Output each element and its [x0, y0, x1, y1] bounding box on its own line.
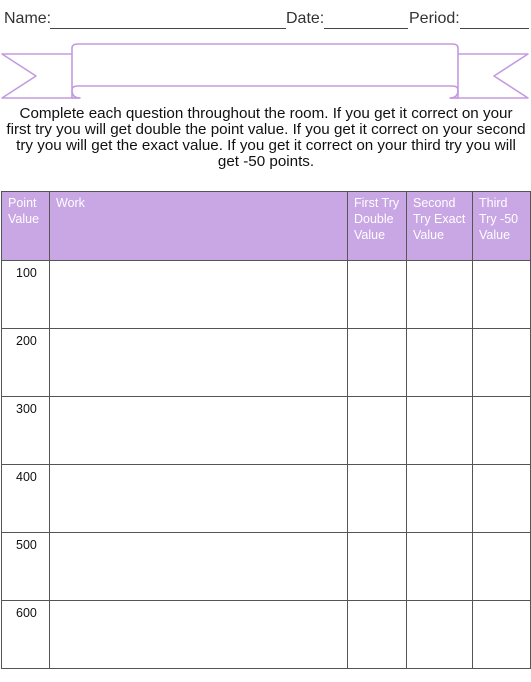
table-row	[2, 397, 531, 465]
point-value-cell: 400	[2, 465, 50, 533]
third-try-cell[interactable]	[473, 261, 531, 329]
first-try-cell[interactable]	[348, 261, 407, 329]
period-field[interactable]	[460, 28, 529, 29]
second-try-cell[interactable]	[407, 601, 473, 669]
work-cell[interactable]	[50, 465, 348, 533]
header-fields	[4, 8, 529, 30]
work-cell[interactable]	[50, 261, 348, 329]
date-label: Date:	[286, 10, 325, 27]
third-try-cell[interactable]	[473, 465, 531, 533]
table-row	[2, 601, 531, 669]
third-try-cell[interactable]	[473, 601, 531, 669]
point-value-cell: 300	[2, 397, 50, 465]
first-try-cell[interactable]	[348, 465, 407, 533]
column-header-point-value: Point Value	[2, 192, 50, 261]
score-table	[1, 191, 531, 669]
title-banner	[0, 40, 531, 106]
second-try-cell[interactable]	[407, 465, 473, 533]
column-header-second-try: Second Try Exact Value	[407, 192, 473, 261]
work-cell[interactable]	[50, 397, 348, 465]
point-value-cell: 200	[2, 329, 50, 397]
work-cell[interactable]	[50, 533, 348, 601]
work-cell[interactable]	[50, 601, 348, 669]
third-try-cell[interactable]	[473, 329, 531, 397]
table-row	[2, 261, 531, 329]
point-value-cell: 500	[2, 533, 50, 601]
name-field[interactable]	[50, 28, 286, 29]
point-value-cell: 100	[2, 261, 50, 329]
third-try-cell[interactable]	[473, 533, 531, 601]
second-try-cell[interactable]	[407, 329, 473, 397]
first-try-cell[interactable]	[348, 329, 407, 397]
column-header-first-try: First Try Double Value	[348, 192, 407, 261]
date-field[interactable]	[324, 28, 408, 29]
first-try-cell[interactable]	[348, 533, 407, 601]
column-header-work: Work	[50, 192, 348, 261]
table-row	[2, 465, 531, 533]
table-row	[2, 533, 531, 601]
point-value-cell: 600	[2, 601, 50, 669]
column-header-third-try: Third Try -50 Value	[473, 192, 531, 261]
table-row	[2, 329, 531, 397]
third-try-cell[interactable]	[473, 397, 531, 465]
second-try-cell[interactable]	[407, 397, 473, 465]
period-label: Period:	[409, 10, 460, 27]
instructions-text: Complete each question throughout the room. If you get it correct on your first try you will get double the point value. If you get it correct on your second try you will get the exact value. If you get it correct on your third try you will get -50 points.	[6, 105, 526, 170]
first-try-cell[interactable]	[348, 601, 407, 669]
first-try-cell[interactable]	[348, 397, 407, 465]
name-label: Name:	[4, 10, 52, 27]
second-try-cell[interactable]	[407, 533, 473, 601]
table-header-row	[2, 192, 531, 261]
second-try-cell[interactable]	[407, 261, 473, 329]
work-cell[interactable]	[50, 329, 348, 397]
